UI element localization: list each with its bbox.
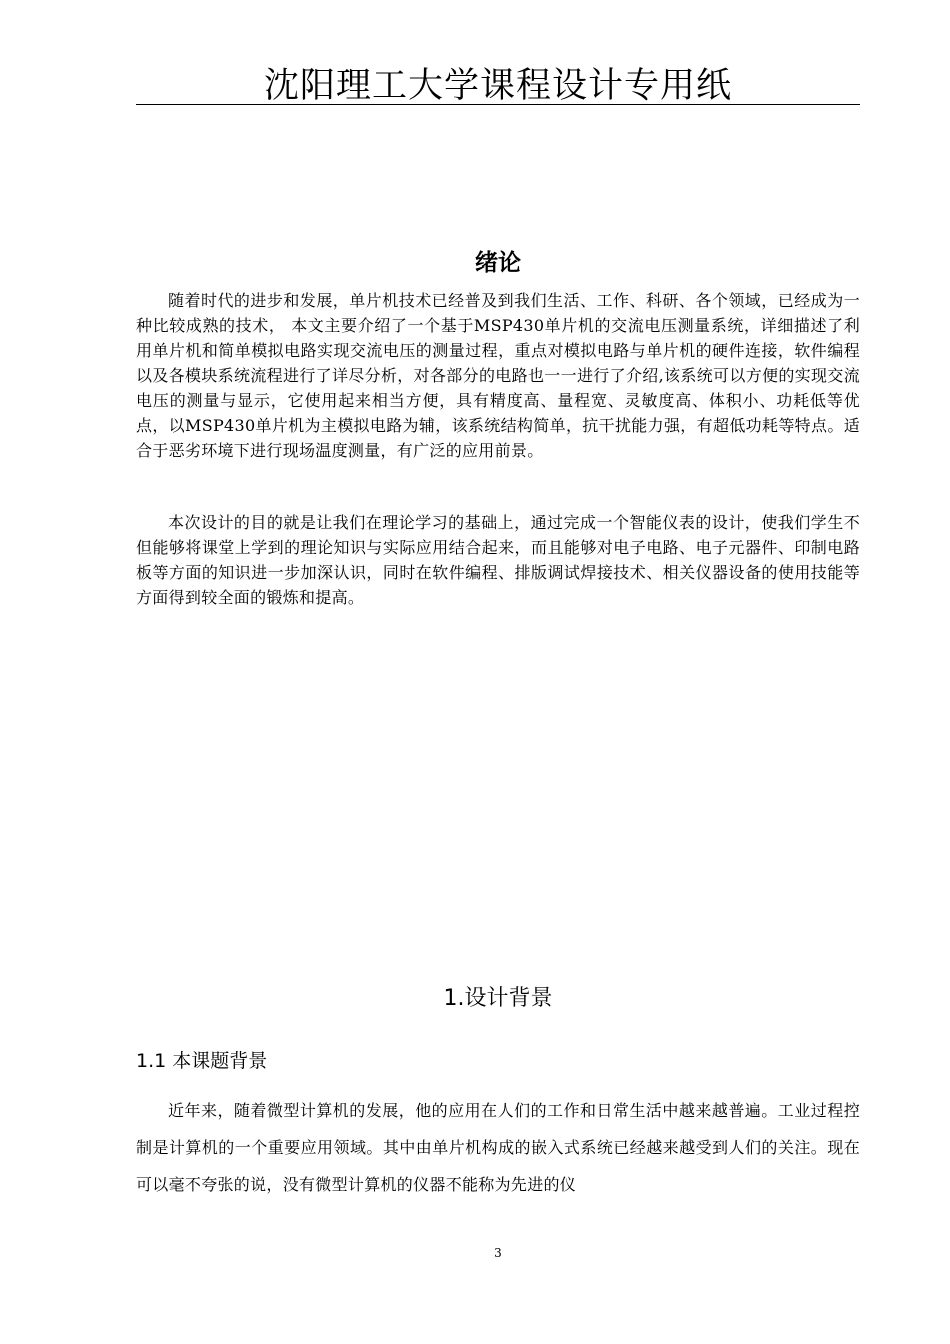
page-number: 3 xyxy=(494,1246,502,1260)
subsection-heading: 1.1 本课题背景 xyxy=(136,1050,268,1072)
intro-paragraph-1: 随着时代的进步和发展，单片机技术已经普及到我们生活、工作、科研、各个领域，已经成为一种比较成熟的技术， 本文主要介绍了一个基于MSP430单片机的交流电压测量系统，详细描述了利用单片机和简单模拟电路实现交流电压的测量过程，重点对模拟电路与单片机的硬件连接，软件编程以及各模块系统流程进行了详尽分析，对各部分的电路也一一进行了介绍,该系统可以方便的实现交流电压的测量与显示，它使用起来相当方便，具有精度高、量程宽、灵敏度高、体积小、功耗低等优点，以MSP430单片机为主模拟电路为辅，该系统结构简单，抗干扰能力强，有超低功耗等特点。适合于恶劣环境下进行现场温度测量，有广泛的应用前景。 xyxy=(136,291,860,460)
section-heading: 1.设计背景 xyxy=(443,986,553,1011)
section-paragraph: 近年来，随着微型计算机的发展，他的应用在人们的工作和日常生活中越来越普遍。工业过程控制是计算机的一个重要应用领域。其中由单片机构成的嵌入式系统已经越来越受到人们的关注。现在可以毫不夸张的说，没有微型计算机的仪器不能称为先进的仪 xyxy=(136,1101,860,1194)
header-divider xyxy=(136,104,860,105)
intro-paragraph-2: 本次设计的目的就是让我们在理论学习的基础上，通过完成一个智能仪表的设计，使我们学生不但能够将课堂上学到的理论知识与实际应用结合起来，而且能够对电子电路、电子元器件、印制电路板等方面的知识进一步加深认识，同时在软件编程、排版调试焊接技术、相关仪器设备的使用技能等方面得到较全面的锻炼和提高。 xyxy=(136,513,860,607)
intro-heading: 绪论 xyxy=(475,250,521,276)
document-header-title: 沈阳理工大学课程设计专用纸 xyxy=(263,66,732,106)
